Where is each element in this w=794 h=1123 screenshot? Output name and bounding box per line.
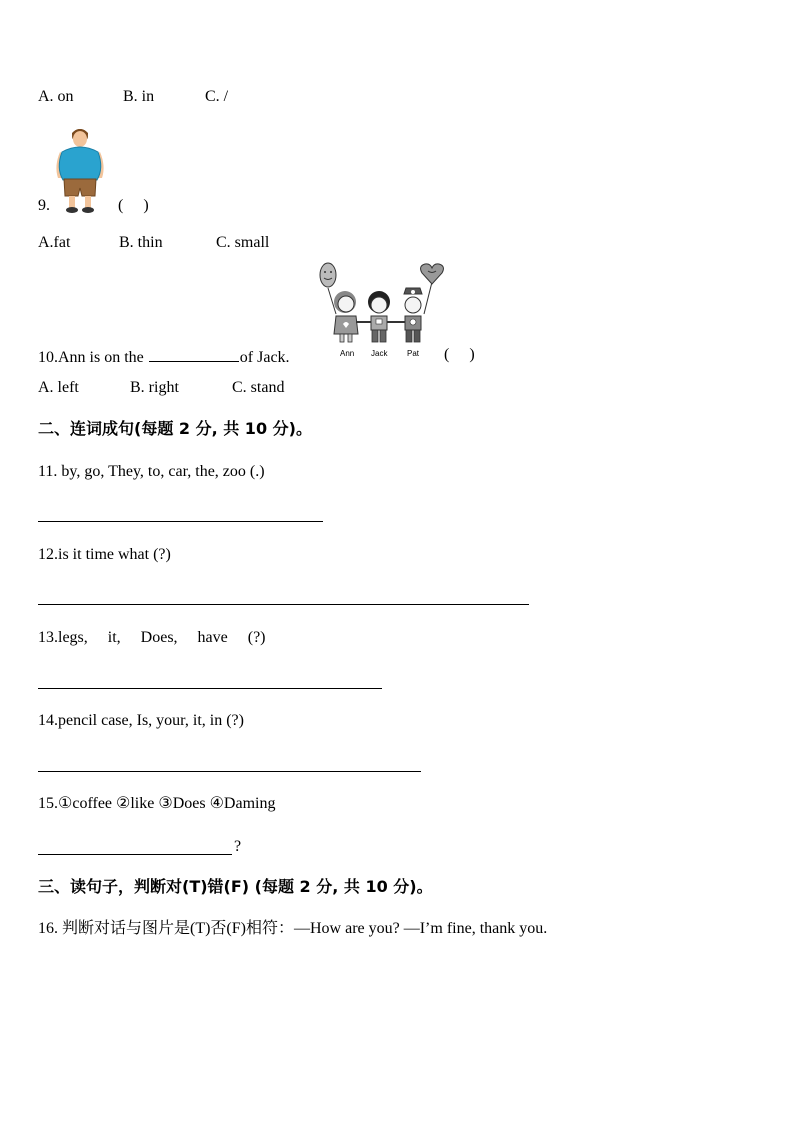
q8-option-a: A. on (38, 88, 74, 105)
fat-boy-illustration (50, 126, 110, 214)
label-jack: Jack (371, 349, 388, 358)
q9-option-a: A.fat (38, 234, 71, 251)
question-14: 14.pencil case, Is, your, it, in (?) (38, 712, 244, 729)
q8-option-b: B. in (123, 88, 155, 105)
section-3-title: 三、读句子，判断对(T)错(F) (每题 2 分, 共 10 分)。 (38, 877, 433, 896)
question-15-mark: ? (234, 838, 242, 855)
q10-blank[interactable] (149, 347, 239, 362)
q10-option-a: A. left (38, 379, 79, 396)
label-pat: Pat (407, 349, 420, 358)
q9-number: 9. (38, 197, 50, 214)
q9-answer-bracket[interactable]: ( ) (118, 197, 149, 214)
q10-prefix: 10.Ann is on the (38, 349, 144, 366)
q9-option-c: C. small (216, 234, 270, 251)
q10-suffix: of Jack. (239, 349, 290, 366)
q8-option-c: C. / (205, 88, 229, 105)
question-16: 16. 判断对话与图片是(T)否(F)相符：—How are you? —I’m fine, thank you. (38, 920, 548, 937)
question-15: 15.①coffee ②like ③Does ④Daming (38, 795, 276, 812)
question-13: 13.legs, it, Does, have (?) (38, 629, 266, 646)
question-12: 12.is it time what (?) (38, 546, 171, 563)
answer-line-15[interactable] (38, 854, 232, 855)
question-11: 11. by, go, They, to, car, the, zoo (.) (38, 463, 265, 480)
answer-line-14[interactable] (38, 771, 421, 772)
answer-line-13[interactable] (38, 688, 382, 689)
q10-option-b: B. right (130, 379, 179, 396)
q10-answer-bracket[interactable]: ( ) (444, 346, 475, 363)
label-ann: Ann (340, 349, 355, 358)
q10-option-c: C. stand (232, 379, 285, 396)
q9-option-b: B. thin (119, 234, 163, 251)
answer-line-12[interactable] (38, 604, 529, 605)
three-children-with-balloons (318, 262, 448, 362)
q10-stem (38, 347, 290, 366)
answer-line-11[interactable] (38, 521, 323, 522)
section-2-title: 二、连词成句(每题 2 分, 共 10 分)。 (38, 419, 312, 438)
